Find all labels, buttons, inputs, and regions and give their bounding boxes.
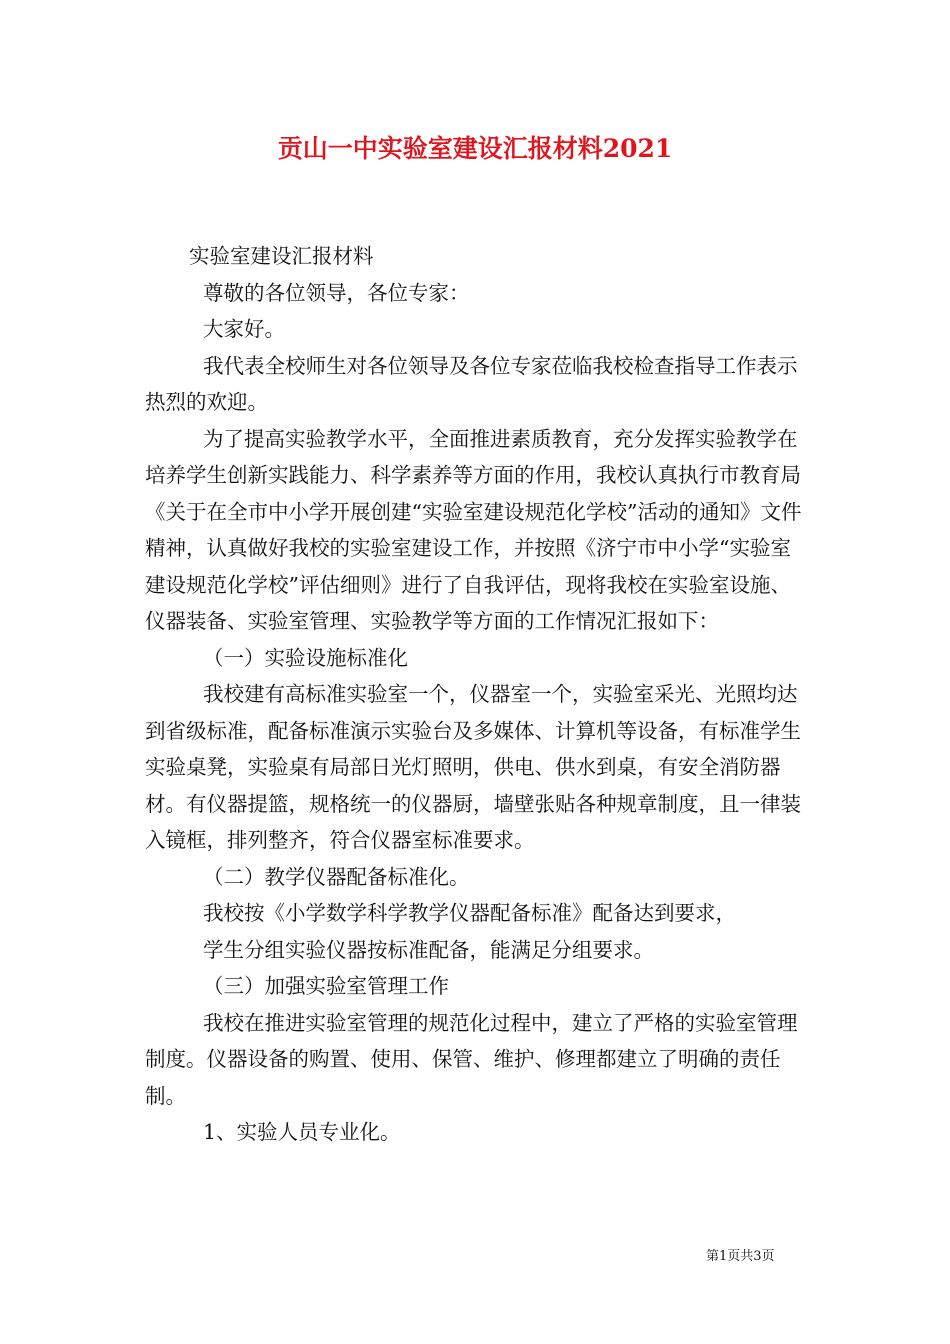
paragraph-welcome: 我代表全校师生对各位领导及各位专家莅临我校检查指导工作表示热烈的欢迎。 [145, 353, 798, 414]
paragraph-intro: 为了提高实验教学水平，全面推进素质教育，充分发挥实验教学在培养学生创新实践能力、科学素养等方面的作用，我校认真执行市教育局《关于在全市中小学开展创建“实验室建设规范化学校”活动的通知》文件精神，认真做好我校的实验室建设工作，并按照《济宁市中小学“实验室建设规范化学校”评估细则》进行了自我评估，现将我校在实验室设施、仪器装备、实验室管理、实验教学等方面的工作情况汇报如下： [145, 426, 802, 633]
paragraph-section-1: 我校建有高标准实验室一个，仪器室一个，实验室采光、光照均达到省级标准，配备标准演示实验台及多媒体、计算机等设备，有标准学生实验桌凳，实验桌有局部日光灯照明，供电、供水到桌，有安全消防器材。有仪器提篮，规格统一的仪器厨，墙壁张贴各种规章制度，且一律装入镜框，排列整齐，符合仪器室标准要求。 [145, 682, 801, 852]
section-heading-2: （二）教学仪器配备标准化。 [203, 864, 470, 889]
section-heading-3: （三）加强实验室管理工作 [203, 974, 449, 998]
paragraph-section-2b: 学生分组实验仪器按标准配备，能满足分组要求。 [203, 937, 654, 962]
paragraph-greeting: 大家好。 [203, 317, 285, 341]
paragraph-heading: 实验室建设汇报材料 [189, 244, 374, 268]
section-heading-1: （一）实验设施标准化 [203, 645, 408, 670]
paragraph-section-3: 我校在推进实验室管理的规范化过程中，建立了严格的实验室管理制度。仪器设备的购置、使用、保管、维护、修理都建立了明确的责任制。 [145, 1010, 798, 1108]
page-number: 第1页共3页 [706, 1249, 775, 1264]
paragraph-salutation: 尊敬的各位领导，各位专家： [203, 280, 470, 305]
paragraph-item-1: 1、实验人员专业化。 [203, 1120, 401, 1144]
document-title: 贡山一中实验室建设汇报材料2021 [277, 134, 673, 163]
paragraph-section-2a: 我校按《小学数学科学教学仪器配备标准》配备达到要求， [203, 901, 736, 925]
document-body [145, 238, 810, 1151]
